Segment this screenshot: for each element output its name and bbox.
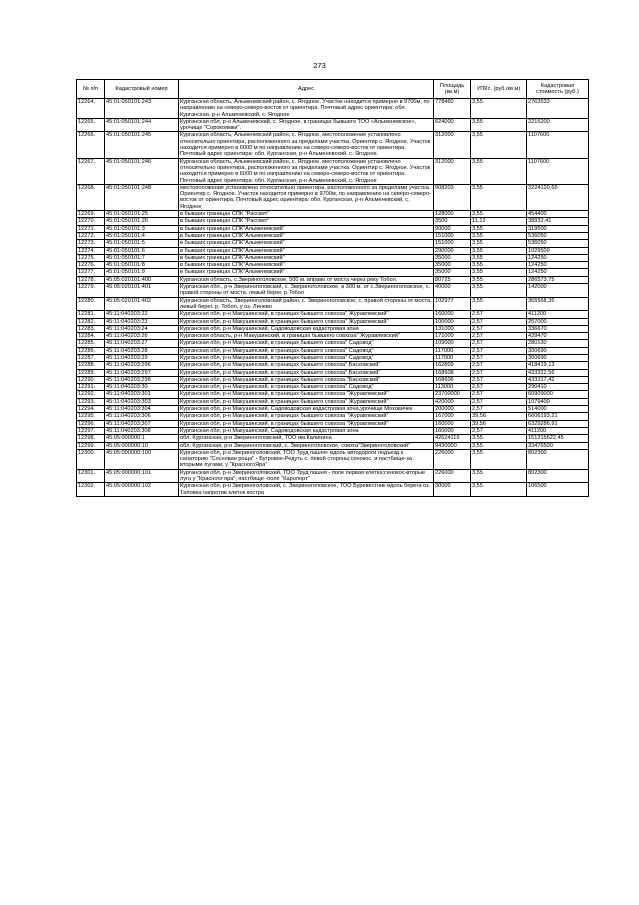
cell-area: 778460 — [434, 99, 471, 119]
cell-address: Курганская обл, р-н Звериноголовский, ТОО Труд пашня- вдоль автодороги подъезд к санаторию "Сосновая роща" - Бугровое-Редуть с. левой стороны;сенокос. и пастбище-за вторыми лугами, у "КрасногоЯра" — [179, 449, 434, 469]
cell-upks: 3,55 — [471, 276, 527, 283]
cell-address: Курганская обл, р-н Макушинский, в границах бывшего совхоза "Журавлевский" — [179, 391, 434, 398]
table-row — [77, 225, 589, 232]
cell-num: 12299. — [77, 442, 105, 449]
cell-num: 12285. — [77, 340, 105, 347]
cell-num: 12296. — [77, 420, 105, 427]
cell-address: Курганская область, с.Звериноголовское, 500 м. вправо от моста через реку Тобол. — [179, 276, 434, 283]
table-row — [77, 442, 589, 449]
cell-cadastral: 45:01:050101:245 — [105, 132, 179, 158]
cell-num: 12271. — [77, 225, 105, 232]
cell-cost: 1107600 — [527, 132, 589, 158]
cell-num: 12265. — [77, 118, 105, 132]
cell-upks: 3,55 — [471, 225, 527, 232]
cell-upks: 2,57 — [471, 354, 527, 361]
page-number: 273 — [313, 61, 326, 70]
cell-address: Курганская обл, р-н Звериноголовский, ТОО Труд пашня - поле первая клетка;сенокос-вторые луга у "Красного яра"; пастбище -поле "Каролорт" — [179, 469, 434, 483]
cell-upks: 2,57 — [471, 325, 527, 332]
header-num: № п/п — [77, 80, 105, 99]
table-row — [77, 340, 589, 347]
cell-area: 23700000 — [434, 391, 471, 398]
cell-address: Курганская обл., р-н Звериноголовский, с. Звериноголовское, в 300 м. от с.Звериноголовское, с. правой стороны от моста, левый берег. р.Тобол — [179, 284, 434, 298]
cell-num: 12302. — [77, 483, 105, 497]
cell-address: в бывших границах СПК "Рассвет" — [179, 211, 434, 218]
table-row — [77, 384, 589, 391]
cell-cost: 257000 — [527, 318, 589, 325]
cell-upks: 2,57 — [471, 427, 527, 434]
cell-num: 12282. — [77, 318, 105, 325]
cell-upks: 2,57 — [471, 384, 527, 391]
cell-address: Курганская область, р-н Макушинский, в границах бывшего совхоза" Журавлевский" — [179, 333, 434, 340]
table-row — [77, 347, 589, 354]
cell-num: 12276. — [77, 262, 105, 269]
cell-upks: 3,55 — [471, 99, 527, 119]
table-row — [77, 247, 589, 254]
cell-cadastral: 45:01:050101:244 — [105, 118, 179, 132]
cell-upks: 3,55 — [471, 240, 527, 247]
cell-upks: 3,55 — [471, 211, 527, 218]
table-row — [77, 232, 589, 239]
cell-cadastral: 45:05:000000:100 — [105, 449, 179, 469]
cell-cadastral: 45:01:050101:246 — [105, 158, 179, 184]
cell-cadastral: 45:11:040203:306 — [105, 413, 179, 420]
cell-cadastral: 45:01:050101:5 — [105, 240, 179, 247]
cell-cost: 1079400 — [527, 398, 589, 405]
table-row — [77, 262, 589, 269]
cell-upks: 3,55 — [471, 442, 527, 449]
cell-cost: 1029500 — [527, 247, 589, 254]
cell-cadastral: 45:11:040203:30 — [105, 384, 179, 391]
header-cost: Кадастровая стоимость (руб.) — [527, 80, 589, 99]
cell-num: 12294. — [77, 406, 105, 413]
cell-address: в бывших границах СПК "Рассвет" — [179, 218, 434, 225]
cell-cost: 142000 — [527, 284, 589, 298]
cell-upks: 3,55 — [471, 449, 527, 469]
cell-cost: 151315622,45 — [527, 435, 589, 442]
cell-upks: 3,55 — [471, 269, 527, 276]
cell-area: 9430000 — [434, 442, 471, 449]
cell-cadastral: 45:05:020101:401 — [105, 284, 179, 298]
cell-upks: 3,55 — [471, 158, 527, 184]
cell-cost: 319500 — [527, 225, 589, 232]
cell-area: 109000 — [434, 340, 471, 347]
cell-area: 35000 — [434, 269, 471, 276]
cell-cost: 336670 — [527, 325, 589, 332]
cell-num: 12279. — [77, 284, 105, 298]
cell-num: 12267. — [77, 158, 105, 184]
cell-cadastral: 45:11:040203:304 — [105, 406, 179, 413]
table-row — [77, 391, 589, 398]
cell-address: Курганская обл, р-н Звериноголовский, с. Звериноголовское, ТОО Буревестник вдоль берега оз. Таловка напротив клеток костра — [179, 483, 434, 497]
cell-cost: 300690 — [527, 347, 589, 354]
table-row — [77, 369, 589, 376]
cell-address: Курганская обл, р-н Макушинский, в границах бывшего совхоза" Садовод" — [179, 384, 434, 391]
table-row — [77, 435, 589, 442]
cell-upks: 3,55 — [471, 435, 527, 442]
table-body — [77, 99, 589, 497]
cell-cost: 124250 — [527, 262, 589, 269]
cell-area: 128000 — [434, 211, 471, 218]
cell-cadastral: 45:11:040203:296 — [105, 362, 179, 369]
cell-address: Курганская обл, р-н Макушинский, Садоводовская кадастровая зона,урочище Моховичек — [179, 406, 434, 413]
cell-address: обл. Курганская, р-н Звериноголовский, ТОО им.Калинина — [179, 435, 434, 442]
cell-area: 160000 — [434, 311, 471, 318]
cell-address: в бывших границах СПК"Альменевский" — [179, 240, 434, 247]
cell-cadastral: 45:01:050101:248 — [105, 184, 179, 210]
cell-num: 12264. — [77, 99, 105, 119]
cell-cadastral: 45:11:040203:297 — [105, 369, 179, 376]
cell-cost: 536050 — [527, 232, 589, 239]
cell-area: 151000 — [434, 240, 471, 247]
cell-cost: 1107600 — [527, 158, 589, 184]
cell-area: 42624119 — [434, 435, 471, 442]
cell-address: в бывших границах СПК"Альменевский" — [179, 247, 434, 254]
cell-area: 226000 — [434, 469, 471, 483]
header-row — [77, 80, 589, 99]
cell-address: Курганская обл, р-н Макушинский, в границах бывшего совхоза" Садовод" — [179, 347, 434, 354]
cell-cadastral: 45:11:040203:301 — [105, 391, 179, 398]
cell-area: 167000 — [434, 413, 471, 420]
cell-area: 131000 — [434, 325, 471, 332]
cell-cadastral: 45:11:040203:307 — [105, 420, 179, 427]
cell-cost: 439470 — [527, 333, 589, 340]
cell-upks: 3,55 — [471, 254, 527, 261]
cell-cadastral: 45:11:040203:29 — [105, 354, 179, 361]
cell-upks: 3,55 — [471, 483, 527, 497]
cell-num: 12270. — [77, 218, 105, 225]
table-row — [77, 449, 589, 469]
table-row — [77, 118, 589, 132]
cell-num: 12297. — [77, 427, 105, 434]
cell-upks: 2,57 — [471, 347, 527, 354]
cell-cadastral: 45:01:050101:7 — [105, 254, 179, 261]
cell-num: 12275. — [77, 254, 105, 261]
cell-address: Курганская обл, р-н Макушинский, в границах бывшего совхоза" Журавлевский" — [179, 398, 434, 405]
cell-num: 12292. — [77, 391, 105, 398]
cell-upks: 2,57 — [471, 406, 527, 413]
cell-cadastral: 45:05:000000:102 — [105, 483, 179, 497]
cell-area: 117000 — [434, 354, 471, 361]
header-cadastral: Кадастровый номер — [105, 80, 179, 99]
cell-address: Курганская обл, р-н Макушинский, в границах бывшего совхоза" Журавлевский" — [179, 318, 434, 325]
cell-area: 420000 — [434, 398, 471, 405]
cell-address: Курганская обл, р-н Макушинский, в границах бывшего совхоза" Садовод" — [179, 340, 434, 347]
cell-cost: 802300 — [527, 449, 589, 469]
cell-num: 12280. — [77, 297, 105, 311]
cell-cadastral: 45:05:000000:1 — [105, 435, 179, 442]
table-row — [77, 240, 589, 247]
cell-address: в бывших границах СПК"Альменевский" — [179, 262, 434, 269]
cell-cadastral: 45:11:040203:22 — [105, 311, 179, 318]
cadastral-table — [76, 79, 589, 497]
cell-num: 12269. — [77, 211, 105, 218]
cell-cadastral: 45:01:050101:9 — [105, 269, 179, 276]
cell-cost: 536050 — [527, 240, 589, 247]
table-row — [77, 211, 589, 218]
cell-address: Курганская обл, р-н Макушинский, в границах бывшего совхоза" Басковский" — [179, 369, 434, 376]
cell-cost: 38932,41 — [527, 218, 589, 225]
cell-upks: 39,56 — [471, 420, 527, 427]
cell-area: 117000 — [434, 347, 471, 354]
cell-cost: 454400 — [527, 211, 589, 218]
cell-address: Курганская обл, р-н Макушинский, в границах бывшего совхоза "Журавлевский" — [179, 413, 434, 420]
cell-area: 171000 — [434, 333, 471, 340]
cell-cost: 411200 — [527, 427, 589, 434]
cell-address: в бывших границах СПК"Альменевский" — [179, 225, 434, 232]
cell-address: Курганская обл, р-н Макушинский, Садоводовская кадастровая зона — [179, 325, 434, 332]
table-row — [77, 483, 589, 497]
cell-area: 100000 — [434, 318, 471, 325]
cell-upks: 3,55 — [471, 262, 527, 269]
cell-cadastral: 45:11:040203:27 — [105, 340, 179, 347]
cell-cost: 514000 — [527, 406, 589, 413]
cell-area: 113000 — [434, 384, 471, 391]
table-row — [77, 254, 589, 261]
cell-address: Курганская область, Альменевский район, с. Ягодное, Участок находится примерно в 9700м, по направлению на северо-северо-восток от ориентира. Почтовый адрес ориентира: обл. Курганская, р-н Альменевский, с. Ягодное — [179, 99, 434, 119]
table-row — [77, 218, 589, 225]
table-row — [77, 276, 589, 283]
cell-num: 12291. — [77, 384, 105, 391]
cell-area: 102977 — [434, 297, 471, 311]
cell-num: 12287. — [77, 354, 105, 361]
cell-cadastral: 45:11:040203:24 — [105, 325, 179, 332]
cell-cost: 365568,35 — [527, 297, 589, 311]
cell-cost: 802300 — [527, 469, 589, 483]
table-row — [77, 398, 589, 405]
cell-area: 168606 — [434, 376, 471, 383]
table-header — [77, 80, 589, 99]
cell-cadastral: 45:01:050101:6 — [105, 247, 179, 254]
cell-cadastral: 45:01:050101:25 — [105, 211, 179, 218]
cell-address: Курганская обл, р-н Макушинский, в границах бывшего совхоза" Басковский" — [179, 362, 434, 369]
cell-area: 3500 — [434, 218, 471, 225]
cell-area: 168608 — [434, 369, 471, 376]
cell-num: 12298. — [77, 435, 105, 442]
cell-address: Курганская обл, р-н Альменевский, с. Ягодное, в границах бывшего ТОО «Альменевское», урочище "Сорокоямки". — [179, 118, 434, 132]
table-row — [77, 325, 589, 332]
cell-cost: 2215200 — [527, 118, 589, 132]
cell-cost: 2763533 — [527, 99, 589, 119]
cell-address: в бывших границах СПК"Альменевский" — [179, 269, 434, 276]
cell-cadastral: 45:05:000000:10 — [105, 442, 179, 449]
cell-cost: 6329286,91 — [527, 420, 589, 427]
header-upks: УПКс. (руб./кв.м) — [471, 80, 527, 99]
cell-upks: 2,57 — [471, 376, 527, 383]
cell-cadastral: 45:11:040203:26 — [105, 333, 179, 340]
cell-area: 290000 — [434, 247, 471, 254]
cell-address: Курганская область, Альменевский район, с. Ягодное, местоположение установлено относительно ориентира, расположенного за пределами участка. Ориентир с. Ягодное. Участок находится примерно в 6000 м по направлению на северо-северо-восток от ориентира. Почтовый адрес ориентира: обл. Курганская, р-н Альменевский, с. Ягодное. — [179, 132, 434, 158]
table-row — [77, 420, 589, 427]
cell-area: 226000 — [434, 449, 471, 469]
cell-cadastral: 45:05:000000:101 — [105, 469, 179, 483]
cell-upks: 3,55 — [471, 232, 527, 239]
cell-num: 12300. — [77, 449, 105, 469]
table-row — [77, 158, 589, 184]
cell-address: Курганская обл, р-н Макушинский, в границах бывшего совхоза" Садовод" — [179, 354, 434, 361]
cell-num: 12277. — [77, 269, 105, 276]
cell-area: 624000 — [434, 118, 471, 132]
cell-cadastral: 45:05:020101:402 — [105, 297, 179, 311]
cell-area: 908203 — [434, 184, 471, 210]
cell-upks: 3,55 — [471, 247, 527, 254]
cell-cadastral: 45:01:050101:8 — [105, 262, 179, 269]
cell-cadastral: 45:11:040203:298 — [105, 376, 179, 383]
cell-cost: 60909000 — [527, 391, 589, 398]
cell-upks: 11,12 — [471, 218, 527, 225]
table-row — [77, 284, 589, 298]
cell-area: 40000 — [434, 284, 471, 298]
cell-cadastral: 45:11:040203:303 — [105, 398, 179, 405]
cell-cost: 6606193,21 — [527, 413, 589, 420]
cell-num: 12284. — [77, 333, 105, 340]
cell-cost: 290410 — [527, 384, 589, 391]
cell-cost: 433317,42 — [527, 376, 589, 383]
cell-cost: 433322,56 — [527, 369, 589, 376]
cell-area: 35000 — [434, 254, 471, 261]
cell-num: 12266. — [77, 132, 105, 158]
cell-cadastral: 45:01:050101:243 — [105, 99, 179, 119]
cell-address: Курганская обл, р-н Макушинский, в границах бывшего совхоза "Журавлевский" — [179, 420, 434, 427]
cell-area: 160000 — [434, 427, 471, 434]
table-row — [77, 376, 589, 383]
cell-num: 12288. — [77, 362, 105, 369]
table-row — [77, 406, 589, 413]
cell-num: 12289. — [77, 369, 105, 376]
cell-address: Курганская область, Альменевский район, с. Ягодное, местоположение установлено относительно ориентира, расположенного за пределами участка. Ориентир с. Ягодное. Участок находится примерно в 6000 м по направлению на северо-северо-восток от ориентира. Почтовый адрес ориентира: обл. Курганская, р-н Альменевский, с. Ягодное — [179, 158, 434, 184]
cell-cost: 124250 — [527, 269, 589, 276]
table-row — [77, 333, 589, 340]
cell-cost: 106500 — [527, 483, 589, 497]
table-row — [77, 297, 589, 311]
cell-num: 12283. — [77, 325, 105, 332]
table-row — [77, 269, 589, 276]
cell-address: в бывших границах СПК"Альменевский" — [179, 232, 434, 239]
cell-area: 160000 — [434, 420, 471, 427]
cell-upks: 2,57 — [471, 391, 527, 398]
cell-cadastral: 45:01:050101:3 — [105, 225, 179, 232]
table-row — [77, 354, 589, 361]
cell-num: 12278. — [77, 276, 105, 283]
cell-address: Курганская обл, р-н Макушинский, Садоводовская кадастровая зона — [179, 427, 434, 434]
cell-cost: 124250 — [527, 254, 589, 261]
cell-num: 12274. — [77, 247, 105, 254]
cell-upks: 2,57 — [471, 369, 527, 376]
table-row — [77, 184, 589, 210]
cell-area: 80725 — [434, 276, 471, 283]
cell-area: 312000 — [434, 158, 471, 184]
cell-address: Курганская область, Звериноголовский район, с. Звериноголовское, с. правой стороны от моста, левый берег. р. Тобол, у оз. Линево — [180, 297, 432, 310]
cell-upks: 2,57 — [471, 362, 527, 369]
cell-num: 12268. — [77, 184, 105, 210]
cell-cadastral: 45:05:020101:400 — [105, 276, 179, 283]
header-area: Площадь (кв.м) — [434, 80, 471, 99]
cell-area: 312000 — [434, 132, 471, 158]
cell-cost: 286573,75 — [527, 276, 589, 283]
cell-upks: 2,57 — [471, 340, 527, 347]
table-row — [77, 99, 589, 119]
table-row — [77, 318, 589, 325]
cell-num: 12295. — [77, 413, 105, 420]
cell-upks: 3,55 — [471, 284, 527, 298]
cell-address: Курганская обл, р-н Макушинский, в границах бывшего совхоза" Журавлевский" — [179, 311, 434, 318]
table-row — [77, 413, 589, 420]
cell-num: 12290. — [77, 376, 105, 383]
cell-upks: 2,57 — [471, 398, 527, 405]
cell-cost: 280130 — [527, 340, 589, 347]
header-address: Адрес — [179, 80, 434, 99]
cell-area: 151000 — [434, 232, 471, 239]
cell-cost: 411200 — [527, 311, 589, 318]
cell-cadastral: 45:01:050101:4 — [105, 232, 179, 239]
cell-upks: 3,55 — [471, 132, 527, 158]
cell-area: 200000 — [434, 406, 471, 413]
cell-upks: 39,56 — [471, 413, 527, 420]
cell-num: 12293. — [77, 398, 105, 405]
cell-area: 90000 — [434, 225, 471, 232]
cell-cadastral: 45:01:050101:26 — [105, 218, 179, 225]
cell-address: местоположение установлено относительно ориентира, расположенного за пределами участка. Ориентир с. Ягодное. Участок находится примерно в 9700м, по направлению на северо-северо-восток от ориентира. Почтовый адрес ориентира: обл. Курганская, р-н Альменевский, с. Ягодное — [179, 184, 434, 210]
cell-upks: 3,55 — [471, 184, 527, 210]
cell-upks: 3,55 — [471, 297, 527, 311]
cell-cost: 300690 — [527, 354, 589, 361]
cell-area: 162809 — [434, 362, 471, 369]
table-row — [77, 469, 589, 483]
cell-address: обл. Курганская, р-н Звериноголовский, с. Звериноголовское, совхоз"Звериноголовский" — [179, 442, 434, 449]
cell-area: 30000 — [434, 483, 471, 497]
cell-upks: 3,55 — [471, 118, 527, 132]
cell-num: 12281. — [77, 311, 105, 318]
cell-cadastral: 45:11:040203:23 — [105, 318, 179, 325]
cell-address: Курганская обл, р-н Макушинский, в границах бывшего совхоза "Басковский" — [179, 376, 434, 383]
table-row — [77, 427, 589, 434]
cell-address: в бывших границах СПК"Альменевский" — [179, 254, 434, 261]
cell-num: 12301. — [77, 469, 105, 483]
cell-upks: 2,57 — [471, 311, 527, 318]
cell-num: 12273. — [77, 240, 105, 247]
cell-cost: 33476500 — [527, 442, 589, 449]
cell-num: 12272. — [77, 232, 105, 239]
cell-cost: 3224120,65 — [527, 184, 589, 210]
cell-cost: 418419,13 — [527, 362, 589, 369]
cell-area: 35000 — [434, 262, 471, 269]
table-row — [77, 132, 589, 158]
cell-num: 12286. — [77, 347, 105, 354]
cell-upks: 3,55 — [471, 469, 527, 483]
cell-cadastral: 45:11:040203:308 — [105, 427, 179, 434]
cell-upks: 2,57 — [471, 318, 527, 325]
cell-cadastral: 45:11:040203:28 — [105, 347, 179, 354]
table-row — [77, 362, 589, 369]
cell-upks: 2,57 — [471, 333, 527, 340]
table-row — [77, 311, 589, 318]
